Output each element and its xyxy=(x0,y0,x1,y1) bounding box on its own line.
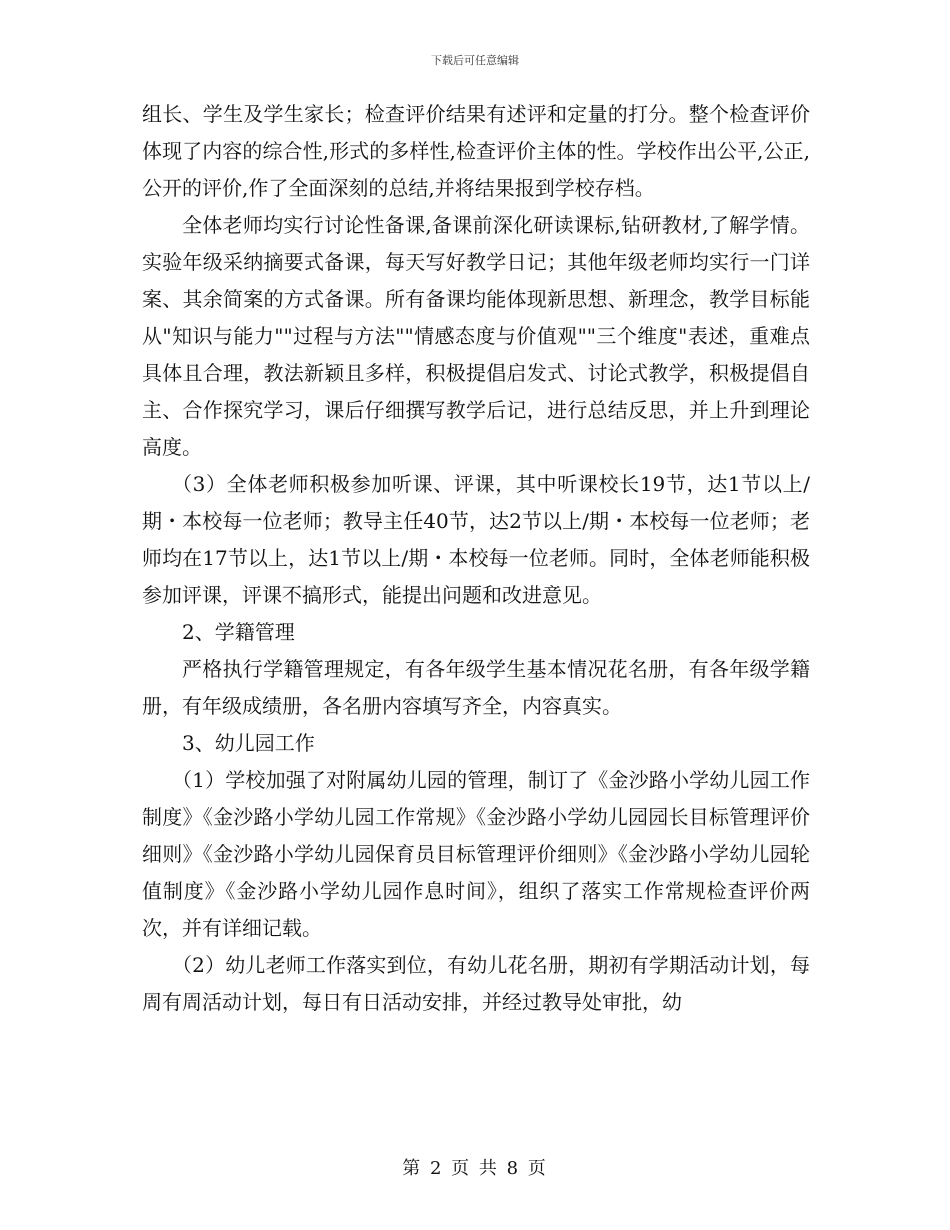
section-heading-kindergarten: 3、幼儿园工作 xyxy=(182,731,315,755)
page-header: 下载后可任意编辑 xyxy=(431,54,519,67)
paragraph-lesson-prep: 全体老师均实行讨论性备课,备课前深化研读课标,钻研教材,了解学情。实验年级采纳摘要式备课，每天写好教学日记；其他年级老师均实行一门详案、其余简案的方式备课。所有备课均能体现新思想、新理念，教学目标能从"知识与能力""过程与方法""情感态度与价值观""三个维度"表述，重难点具体且合理，教法新颖且多样，积极提倡启发式、讨论式教学，积极提倡自主、合作探究学习，课后仔细撰写教学后记，进行总结反思，并上升到理论高度。 xyxy=(142,213,810,459)
paragraph-kindergarten-management: （1）学校加强了对附属幼儿园的管理，制订了《金沙路小学幼儿园工作制度》《金沙路小学幼儿园工作常规》《金沙路小学幼儿园园长目标管理评价细则》《金沙路小学幼儿园保育员目标管理评价细则》《金沙路小学幼儿园轮值制度》《金沙路小学幼儿园作息时间》，组织了落实工作常规检查评价两次，并有详细记载。 xyxy=(142,768,810,940)
paragraph-evaluation: 组长、学生及学生家长；检查评价结果有述评和定量的打分。整个检查评价体现了内容的综合性,形式的多样性,检查评价主体的性。学校作出公平,公正,公开的评价,作了全面深刻的总结,并将结果报到学校存档。 xyxy=(142,102,810,200)
paragraph-kindergarten-teachers: （2）幼儿老师工作落实到位，有幼儿花名册，期初有学期活动计划，每周有周活动计划，每日有日活动安排，并经过教导处审批，幼 xyxy=(142,953,810,1014)
paragraph-enrollment: 严格执行学籍管理规定，有各年级学生基本情况花名册，有各年级学籍册，有年级成绩册，各名册内容填写齐全，内容真实。 xyxy=(142,657,810,718)
paragraph-lesson-observation: （3）全体老师积极参加听课、评课，其中听课校长19节，达1节以上/期・本校每一位老师；教导主任40节，达2节以上/期・本校每一位老师；老师均在17节以上，达1节以上/期・本校每一位老师。同时，全体老师能积极参加评课，评课不搞形式，能提出问题和改进意见。 xyxy=(142,472,810,607)
document-body xyxy=(142,96,810,1021)
page-number-footer: 第 2 页 共 8 页 xyxy=(402,1158,548,1179)
section-heading-enrollment: 2、学籍管理 xyxy=(182,620,295,644)
